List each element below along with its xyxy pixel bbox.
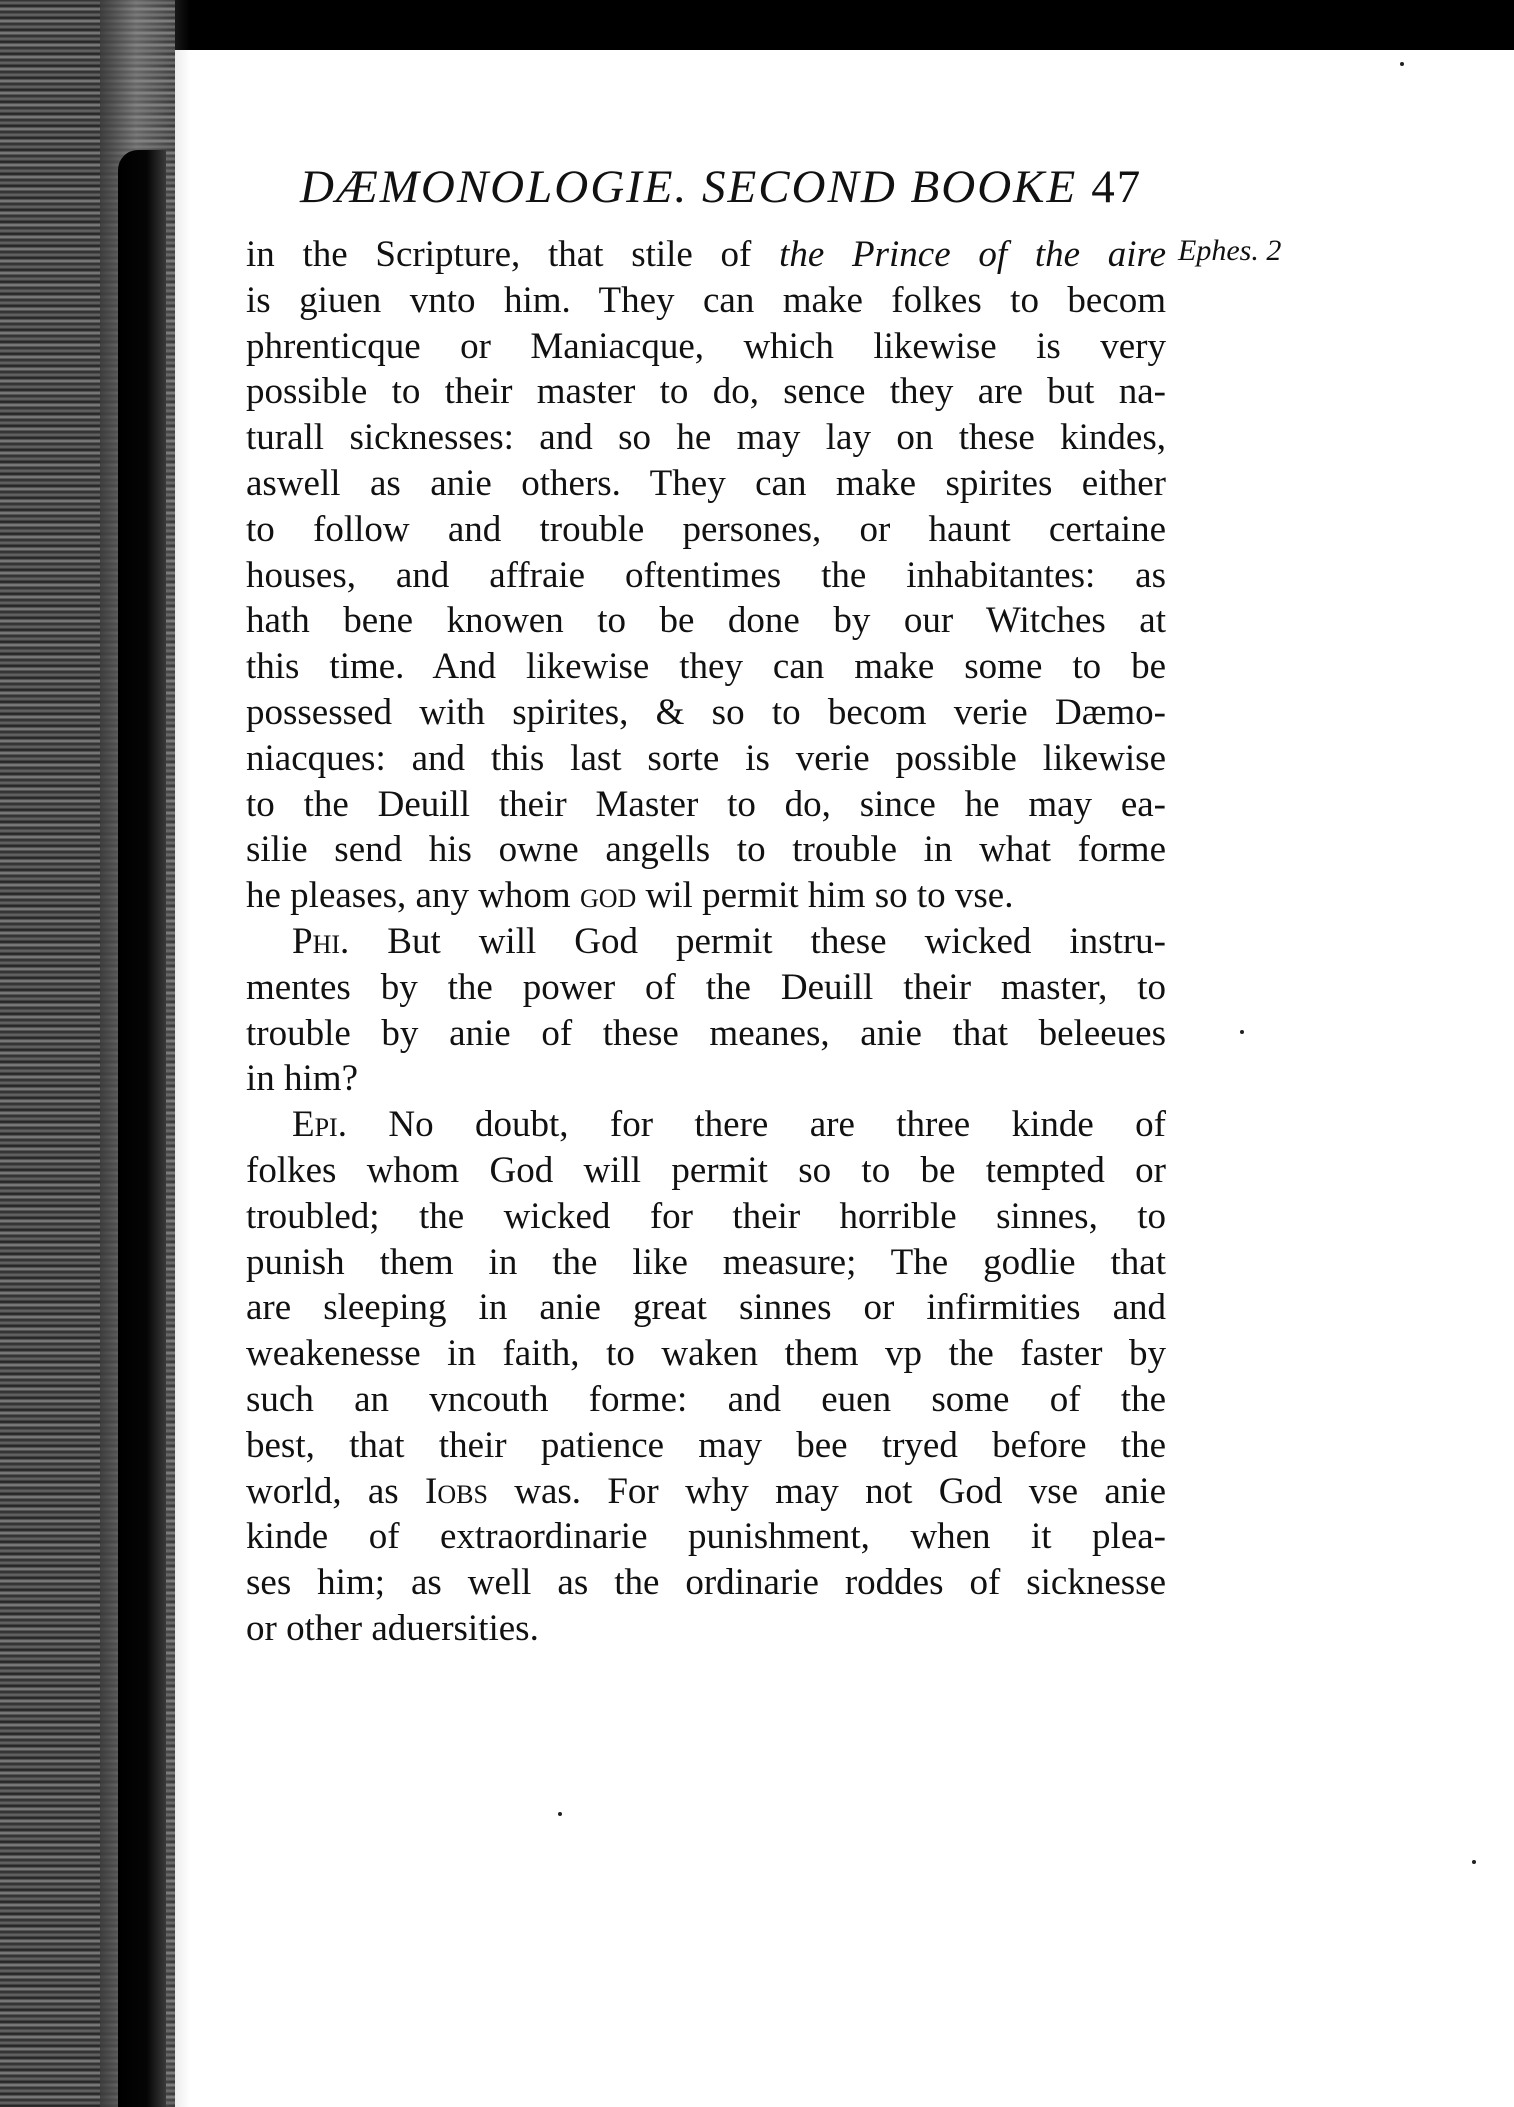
- book-spine-shadow: [118, 150, 166, 2107]
- margin-reference: Ephes. 2: [1178, 234, 1282, 267]
- text-line: this time. And likewise they can make some to be: [246, 646, 1166, 688]
- text-line: possessed with spirites, & so to becom verie Dæmo-: [246, 691, 1166, 733]
- text-line: silie send his owne angells to trouble in what forme: [246, 829, 1166, 871]
- text-line: troubled; the wicked for their horrible sinnes, to: [246, 1195, 1166, 1237]
- text-line: ses him; as well as the ordinarie roddes of sicknesse: [246, 1562, 1166, 1604]
- text-line: to the Deuill their Master to do, since he may ea-: [246, 783, 1166, 825]
- text-line: niacques: and this last sorte is verie possible likewise: [246, 737, 1166, 779]
- text-line: he pleases, any whom god wil permit him so to vse.: [246, 875, 1014, 917]
- print-speck: [1472, 1860, 1476, 1864]
- text-line: folkes whom God will permit so to be tempted or: [246, 1149, 1166, 1191]
- text-line: such an vncouth forme: and euen some of the: [246, 1378, 1166, 1420]
- text-line: punish them in the like measure; The godlie that: [246, 1241, 1166, 1283]
- print-speck: [1240, 1030, 1244, 1034]
- text-line: is giuen vnto him. They can make folkes to becom: [246, 279, 1166, 321]
- speaker-label: Phi.: [292, 920, 350, 962]
- text-line: Epi. No doubt, for there are three kinde of: [292, 1104, 1167, 1146]
- small-caps-word: god: [579, 875, 637, 917]
- italic-phrase: the Prince of the aire: [779, 234, 1166, 275]
- page-number: 47: [1091, 161, 1143, 213]
- text-line: best, that their patience may bee tryed before the: [246, 1424, 1166, 1466]
- text-line: world, as Iobs was. For why may not God vse anie: [246, 1470, 1166, 1512]
- running-head: [300, 160, 1160, 220]
- text-line: mentes by the power of the Deuill their master, to: [246, 966, 1166, 1008]
- text-line: houses, and affraie oftentimes the inhabitantes: as: [246, 554, 1166, 596]
- text-line: hath bene knowen to be done by our Witches at: [246, 600, 1166, 642]
- text-line: Phi. But will God permit these wicked instru-: [292, 920, 1167, 962]
- speaker-label: Epi.: [292, 1104, 347, 1146]
- text-line: weakenesse in faith, to waken them vp the faster by: [246, 1333, 1166, 1375]
- page-title: DÆMONOLOGIE. SECOND BOOKE: [300, 161, 1078, 213]
- text-line: aswell as anie others. They can make spirites either: [246, 462, 1166, 504]
- text-line: kinde of extraordinarie punishment, when it plea-: [246, 1516, 1166, 1558]
- text-line: in him?: [246, 1058, 359, 1100]
- small-caps-word: Iobs: [425, 1470, 488, 1512]
- text-line: or other aduersities.: [246, 1607, 539, 1649]
- text-line: trouble by anie of these meanes, anie that beleeues: [246, 1012, 1166, 1054]
- scan-top-border: [0, 0, 1514, 50]
- text-line: in the Scripture, that stile of the Prince of the aire: [246, 234, 1166, 275]
- body-text: [246, 232, 1166, 1652]
- text-line: are sleeping in anie great sinnes or infirmities and: [246, 1287, 1166, 1329]
- print-speck: [1400, 62, 1404, 66]
- text-line: to follow and trouble persones, or haunt certaine: [246, 508, 1166, 550]
- text-line: phrenticque or Maniacque, which likewise is very: [246, 325, 1166, 367]
- text-line: possible to their master to do, sence they are but na-: [246, 371, 1166, 413]
- text-line: turall sicknesses: and so he may lay on these kindes,: [246, 417, 1166, 459]
- print-speck: [558, 1812, 562, 1816]
